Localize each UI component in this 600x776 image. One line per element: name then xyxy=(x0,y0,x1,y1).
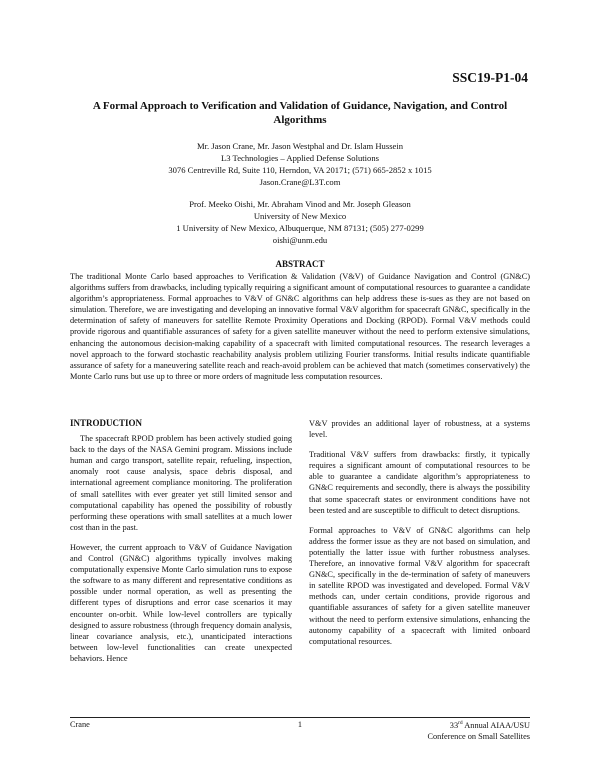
body-paragraph: The spacecraft RPOD problem has been actively studied going back to the days of the NASA Gemini program. Missions include human and cargo transport, satellite repair, refueling, inspection, anomaly root cause analysis, space debris disposal, and international agreement compliance monitoring. The proliferation of small satellites with ever greater yet still limited sensor and computational capability has opened the possibility of robustly performing these operations with small satellites at a much lower cost than in the past. xyxy=(70,434,292,532)
body-paragraph: Traditional V&V suffers from drawbacks: firstly, it typically requires a significant amount of computational resources to be able to guarantee a candidate algorithm’s appropriateness to GN&C requirements and secondly, there is always the possibility that some spacecraft states or environment conditions have not been tested and are susceptible to difficult to detect disruptions. xyxy=(309,450,530,515)
paper-code: SSC19-P1-04 xyxy=(452,70,528,85)
conference-line-1: Annual AIAA/USU xyxy=(462,721,530,730)
footer-page-number: 1 xyxy=(297,720,303,729)
conference-number-suffix: rd xyxy=(458,720,463,727)
author-address: 3076 Centreville Rd, Suite 110, Herndon, VA 20171; (571) 665-2852 x 1015 xyxy=(168,165,432,175)
section-heading-introduction: INTRODUCTION xyxy=(70,418,143,428)
footer-conference xyxy=(427,720,530,742)
abstract-heading: ABSTRACT xyxy=(275,259,325,269)
right-column xyxy=(309,418,530,656)
abstract-text: The traditional Monte Carlo based approaches to Verification & Validation (V&V) of Guidance Navigation and Control (GN&C) algorithms suffers from drawbacks, including typically requiring a significant amount of computational resources to guarantee a candidate algorithm’s appropriateness. Formal approaches to V&V of GN&C algorithms can help address these is-sues as they are not based on simulation. Therefore, we are investigating and developing an innovative formal V&V algorithm for spacecraft GN&C, specifically in the determination of safety of maneuvers for satellite Remote Proximity Operations and Docking (RPOD). Formal V&V methods could provide rigorous and quantifiable assurances of safety for a given satellite maneuver without the need to perform extensive simulations, enhancing the autonomous decision-making capability of a spacecraft with limited computational resources. The research leverages a novel approach to the forward stochastic reachability analysis problem utilizing Fourier transforms. Initial results indicate quantifiable assurance of safety for a maneuvering satellite reach and reach-avoid problem can be achieved that match (sometimes conservatively) the Monte Carlo runs but use up to three or more orders of magnitude less computation resources. xyxy=(70,272,530,381)
footer-author: Crane xyxy=(70,720,90,729)
body-paragraph: However, the current approach to V&V of Guidance Navigation and Control (GN&C) algorithms typically involves making computationally expensive Monte Carlo simulation runs to expose the software to as many different and representative conditions as possible under normal operation, as well as presenting the different types of disruptions and error case scenarios it may encounter on-orbit. While low-level controllers are typically designed to assure robustness (through frequency domain analysis, linear covariance analysis, etc.), unanticipated interactions between low-level functionalities can create unexpected behaviors. Hence xyxy=(70,542,292,663)
conference-number: 33 xyxy=(449,721,459,730)
body-paragraph: V&V provides an additional layer of robustness, at a systems level. xyxy=(309,419,530,440)
author-organization: L3 Technologies – Applied Defense Solutions xyxy=(221,153,379,163)
author-email: Jason.Crane@L3T.com xyxy=(259,177,341,187)
author-block-1 xyxy=(80,140,520,188)
author-names: Mr. Jason Crane, Mr. Jason Westphal and Dr. Islam Hussein xyxy=(196,141,404,151)
author-address: 1 University of New Mexico, Albuquerque, NM 87131; (505) 277-0299 xyxy=(176,223,424,233)
author-names: Prof. Meeko Oishi, Mr. Abraham Vinod and Mr. Joseph Gleason xyxy=(189,199,411,209)
paper-title: A Formal Approach to Verification and Validation of Guidance, Navigation, and Control Algorithms xyxy=(92,100,508,126)
left-column xyxy=(70,418,292,673)
conference-line-2: Conference on Small Satellites xyxy=(427,732,530,741)
page-footer xyxy=(70,717,530,741)
author-organization: University of New Mexico xyxy=(253,211,347,221)
author-block-2 xyxy=(80,198,520,246)
body-paragraph: Formal approaches to V&V of GN&C algorithms can help address the former issue as they are not based on simulation, and potentially the latter issue with further robustness analyses. Therefore, an innovative formal V&V algorithm for spacecraft GN&C, specifically in the de-termination of safety of maneuvers in satellite RPOD was investigated and developed. Formal V&V methods can, under certain conditions, provide rigorous and quantifiable assurances of safety for a given satellite maneuver without the need to perform extensive simulations, enhancing the autonomy capability of a spacecraft with limited onboard computational resources. xyxy=(309,525,530,646)
author-email: oishi@unm.edu xyxy=(272,235,328,245)
